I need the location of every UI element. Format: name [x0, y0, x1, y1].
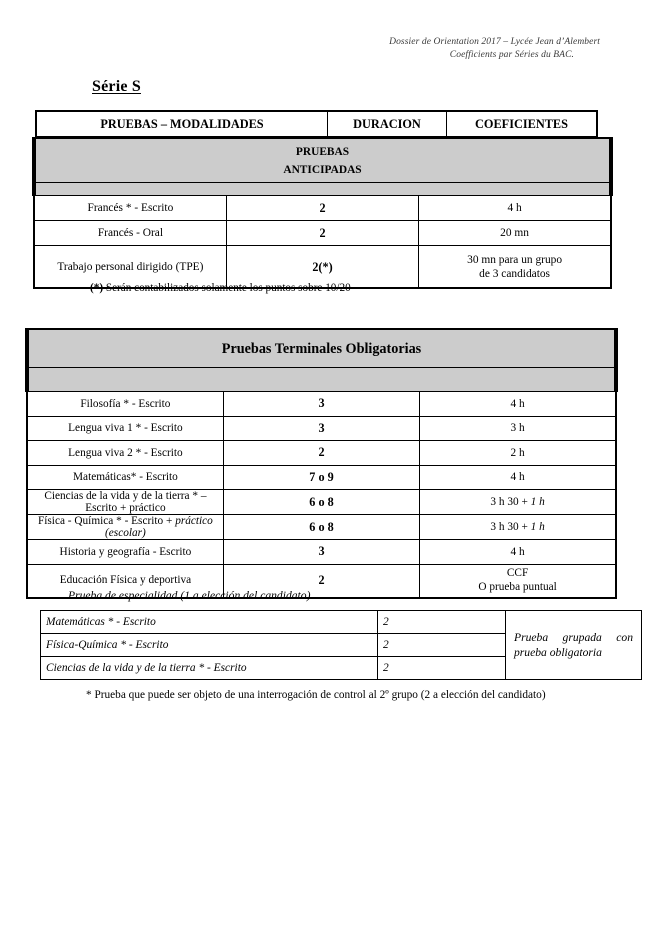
duracion-line-2: de 3 candidatos — [479, 267, 550, 280]
table-pruebas-terminales-obligatorias — [25, 328, 618, 599]
cell-duracion: 4 h — [420, 465, 616, 490]
cell-coeficiente: 3 — [223, 540, 419, 565]
table-band-row — [27, 329, 616, 367]
cell-coeficiente: 2 — [223, 564, 419, 598]
page-title: Série S — [92, 78, 141, 95]
band-pruebas-anticipadas — [34, 138, 611, 183]
cell-coeficiente: 2 — [378, 657, 506, 680]
band-spacer — [27, 367, 616, 392]
duracion-practico: 1 h — [530, 496, 545, 508]
cell-prueba-name: Filosofía * - Escrito — [27, 392, 223, 417]
table-band-spacer-row — [34, 183, 611, 196]
duracion-line-2: O prueba puntual — [478, 580, 557, 593]
cell-prueba-name: Lengua viva 1 * - Escrito — [27, 416, 223, 441]
specialty-section-caption: Prueba de especialidad (1 a elección del candidato) — [68, 589, 311, 602]
duracion-line-1: 30 mn para un grupo — [467, 253, 563, 266]
running-header-line-1: Dossier de Orientation 2017 – Lycée Jean d’Alembert — [389, 37, 600, 47]
footnote-asterisk-points — [90, 282, 351, 294]
cell-coeficiente: 2 — [378, 611, 506, 634]
cell-prueba-name: Matemáticas * - Escrito — [41, 611, 378, 634]
table-band-row — [34, 138, 611, 183]
footnote-asterisk-interrogacion: * Prueba que puede ser objeto de una interrogación de control al 2º grupo (2 a elección del candidato) — [86, 689, 546, 701]
cell-coeficiente: 6 o 8 — [223, 515, 419, 540]
duracion-line-1: CCF — [506, 567, 529, 579]
table-row — [27, 540, 616, 565]
cell-duracion: 4 h — [420, 392, 616, 417]
table-prueba-de-especialidad — [40, 610, 642, 680]
cell-duracion — [420, 564, 616, 598]
cell-prueba-name: Educación Física y deportiva — [27, 564, 223, 598]
cell-coeficiente: 2 — [226, 196, 418, 221]
cell-coeficiente: 3 — [223, 416, 419, 441]
prueba-name-base: Física - Química * - Escrito + — [37, 515, 176, 527]
cell-coeficiente: 2 — [226, 221, 418, 246]
cell-prueba-name: Lengua viva 2 * - Escrito — [27, 441, 223, 466]
cell-prueba-name: Ciencias de la vida y de la tierra * - Escrito — [41, 657, 378, 680]
table-row — [27, 441, 616, 466]
cell-merged-note: Prueba grupada con prueba obligatoria — [506, 611, 642, 680]
column-header-pruebas-modalidades: PRUEBAS – MODALIDADES — [36, 111, 328, 137]
cell-prueba-name: Matemáticas* - Escrito — [27, 465, 223, 490]
cell-prueba-name: Ciencias de la vida y de la tierra * – Escrito + práctico — [27, 490, 223, 515]
duracion-practico: 1 h — [530, 521, 545, 533]
table-pruebas-anticipadas — [32, 137, 613, 289]
cell-duracion — [420, 515, 616, 540]
running-header-line-2: Coefficients par Séries du BAC. — [449, 50, 574, 60]
table-row — [27, 416, 616, 441]
cell-prueba-name: Francés - Oral — [34, 221, 226, 246]
band-pruebas-terminales-obligatorias: Pruebas Terminales Obligatorias — [27, 329, 616, 367]
cell-duracion: 3 h — [420, 416, 616, 441]
cell-coeficiente: 2 — [378, 634, 506, 657]
cell-duracion — [419, 246, 611, 289]
column-header-coeficientes: COEFICIENTES — [447, 111, 598, 137]
cell-coeficiente: 3 — [223, 392, 419, 417]
cell-prueba-name: Francés * - Escrito — [34, 196, 226, 221]
table-row — [34, 196, 611, 221]
table-band-spacer-row — [27, 367, 616, 392]
table-row — [41, 611, 642, 634]
footnote-text: Serán contabilizados solamente los puntos sobre 10/20 — [103, 282, 351, 294]
cell-prueba-name: Historia y geografía - Escrito — [27, 540, 223, 565]
footnote-marker: (*) — [90, 282, 104, 294]
cell-coeficiente: 2(*) — [226, 246, 418, 289]
cell-duracion: 4 h — [419, 196, 611, 221]
cell-duracion: 4 h — [420, 540, 616, 565]
table-1-column-headers — [35, 110, 598, 138]
document-running-header — [0, 36, 600, 62]
cell-coeficiente: 7 o 9 — [223, 465, 419, 490]
column-header-duracion: DURACION — [328, 111, 447, 137]
table-row — [34, 221, 611, 246]
duracion-base: 3 h 30 + — [490, 496, 531, 508]
table-row — [27, 490, 616, 515]
cell-duracion: 20 mn — [419, 221, 611, 246]
prueba-name-practico: práctico (escolar) — [105, 515, 213, 539]
duracion-base: 3 h 30 + — [490, 521, 531, 533]
band-line-2: ANTICIPADAS — [283, 164, 362, 176]
cell-prueba-name: Física-Química * - Escrito — [41, 634, 378, 657]
cell-duracion — [420, 490, 616, 515]
band-spacer — [34, 183, 611, 196]
cell-prueba-name: Trabajo personal dirigido (TPE) — [34, 246, 226, 289]
table-row — [27, 465, 616, 490]
band-line-1: PRUEBAS — [295, 146, 350, 158]
cell-prueba-name — [27, 515, 223, 540]
cell-coeficiente: 6 o 8 — [223, 490, 419, 515]
cell-coeficiente: 2 — [223, 441, 419, 466]
table-row — [27, 515, 616, 540]
table-row — [36, 111, 597, 137]
table-row — [27, 392, 616, 417]
cell-duracion: 2 h — [420, 441, 616, 466]
